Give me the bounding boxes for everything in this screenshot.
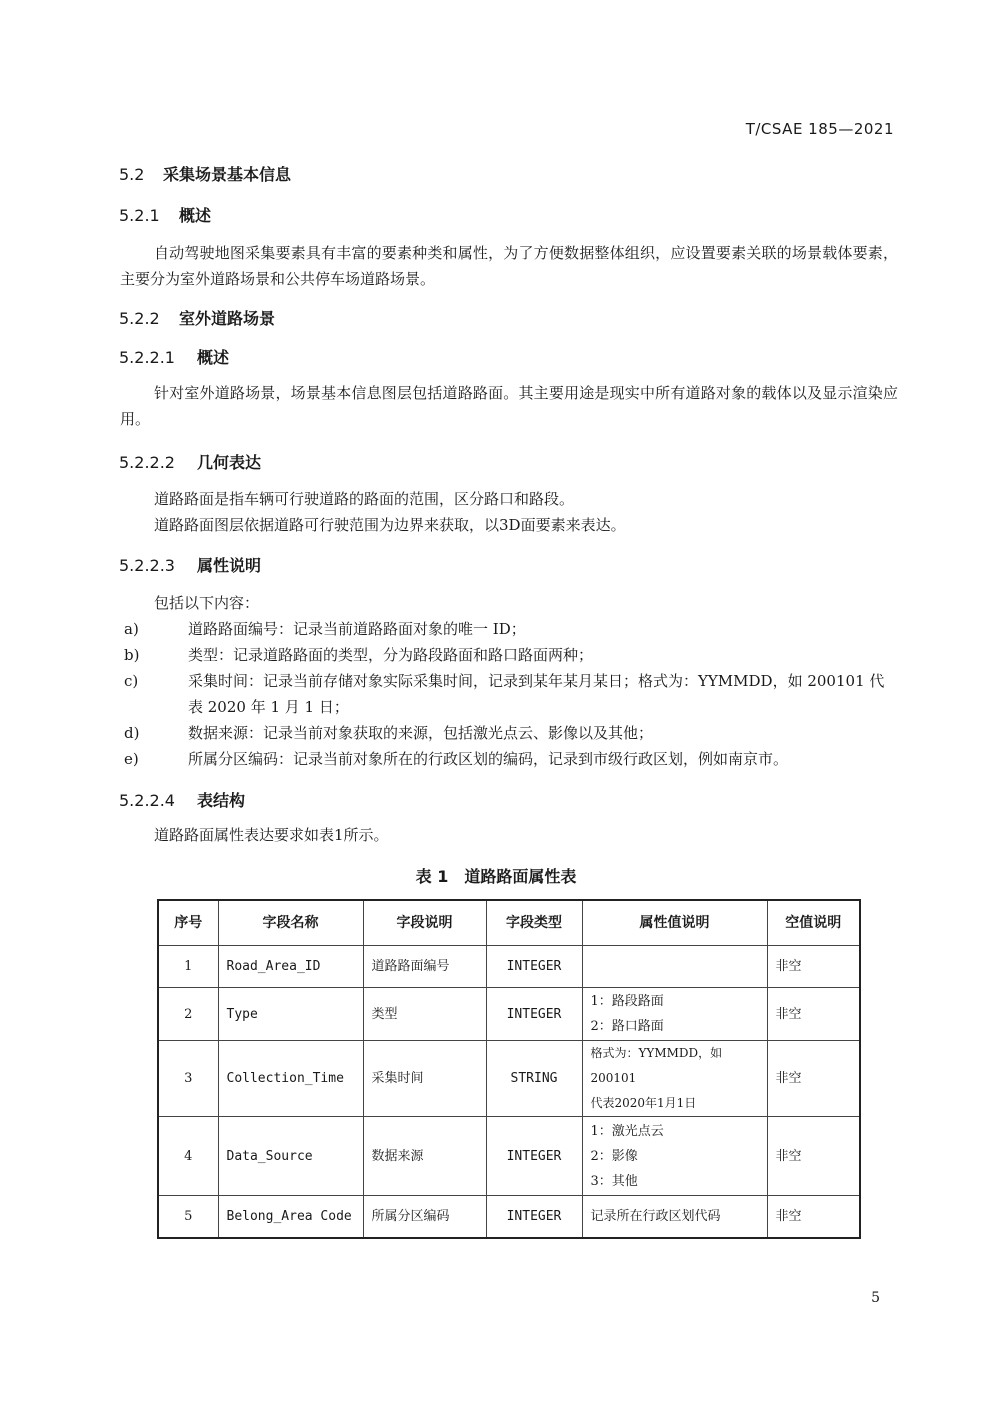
cell-field: Collection_Time (218, 1041, 363, 1117)
section-heading-5-2-2-1 (119, 345, 229, 368)
list-item (124, 616, 898, 642)
cell-nullable: 非空 (767, 988, 860, 1041)
list-text: 数据来源：记录当前对象获取的来源，包括激光点云、影像以及其他； (188, 724, 654, 742)
cell-no: 5 (158, 1196, 218, 1238)
section-number: 5.2.1 (119, 206, 160, 225)
section-heading-5-2-1 (119, 203, 211, 226)
cell-type: INTEGER (486, 988, 582, 1041)
value-line: 1：激光点云 (590, 1123, 664, 1139)
header-cell: 空值说明 (767, 900, 860, 946)
section-number: 5.2.2.4 (119, 791, 175, 810)
table-intro: 道路路面属性表达要求如表1所示。 (154, 826, 389, 844)
cell-no: 3 (158, 1041, 218, 1117)
cell-values (582, 1041, 767, 1117)
header-cell: 字段名称 (218, 900, 363, 946)
cell-values (582, 946, 767, 988)
list-item (124, 720, 898, 746)
attribute-table (157, 899, 861, 1239)
cell-field: Data_Source (218, 1117, 363, 1196)
cell-no: 1 (158, 946, 218, 988)
section-title: 几何表达 (197, 453, 262, 472)
list-marker: c) (124, 672, 139, 690)
geometry-line-2: 道路路面图层依据道路可行驶范围为边界来获取，以3D面要素来表达。 (154, 516, 626, 534)
table-row (158, 946, 860, 988)
cell-values (582, 1117, 767, 1196)
section-title: 概述 (197, 348, 230, 367)
cell-field: Belong_Area Code (218, 1196, 363, 1238)
cell-nullable: 非空 (767, 946, 860, 988)
section-heading-5-2-2-4 (119, 788, 245, 811)
value-line: 格式为：YYMMDD，如200101 (590, 1046, 723, 1085)
table-row (158, 1117, 860, 1196)
paragraph-5-2-1: 自动驾驶地图采集要素具有丰富的要素种类和属性，为了方便数据整体组织，应设置要素关联的场景载体要素，主要分为室外道路场景和公共停车场道路场景。 (120, 244, 898, 288)
table-row (158, 988, 860, 1041)
list-text: 类型：记录道路路面的类型，分为路段路面和路口路面两种； (188, 646, 594, 664)
list-marker: d) (124, 724, 140, 742)
section-title: 表结构 (197, 791, 246, 810)
section-heading-5-2-2 (119, 306, 275, 329)
table-row (158, 1041, 860, 1117)
cell-desc: 所属分区编码 (363, 1196, 486, 1238)
cell-type: INTEGER (486, 1196, 582, 1238)
list-item (124, 668, 898, 720)
cell-values (582, 1196, 767, 1238)
cell-nullable: 非空 (767, 1117, 860, 1196)
cell-desc: 类型 (363, 988, 486, 1041)
attribute-intro: 包括以下内容： (154, 594, 260, 612)
cell-type: INTEGER (486, 946, 582, 988)
header-cell: 属性值说明 (582, 900, 767, 946)
cell-no: 4 (158, 1117, 218, 1196)
table-caption: 表 1 道路路面属性表 (415, 867, 577, 886)
cell-nullable: 非空 (767, 1196, 860, 1238)
value-line: 2：影像 (590, 1148, 638, 1164)
cell-type: STRING (486, 1041, 582, 1117)
cell-values (582, 988, 767, 1041)
cell-no: 2 (158, 988, 218, 1041)
cell-field: Road_Area_ID (218, 946, 363, 988)
header-cell: 序号 (158, 900, 218, 946)
geometry-line-1: 道路路面是指车辆可行驶道路的路面的范围，区分路口和路段。 (154, 490, 575, 508)
header-cell: 字段类型 (486, 900, 582, 946)
section-number: 5.2.2.3 (119, 556, 175, 575)
section-title: 属性说明 (197, 556, 262, 575)
section-title: 采集场景基本信息 (163, 165, 292, 184)
list-marker: b) (124, 646, 140, 664)
standard-number: T/CSAE 185—2021 (745, 120, 894, 138)
section-heading-5-2-2-3 (119, 553, 261, 576)
cell-desc: 采集时间 (363, 1041, 486, 1117)
page-number: 5 (871, 1290, 880, 1306)
table-header-row (158, 900, 860, 946)
list-item (124, 642, 898, 668)
list-text: 采集时间：记录当前存储对象实际采集时间，记录到某年某月某日；格式为：YYMMDD，如 200101 代表 2020 年 1 月 1 日； (188, 672, 885, 716)
value-line: 2：路口路面 (590, 1019, 664, 1034)
cell-field: Type (218, 988, 363, 1041)
section-heading-5-2-2-2 (119, 450, 261, 473)
list-item (124, 746, 898, 772)
list-marker: e) (124, 750, 139, 768)
section-title: 室外道路场景 (179, 309, 276, 328)
section-number: 5.2.2.2 (119, 453, 175, 472)
paragraph-5-2-2-1: 针对室外道路场景，场景基本信息图层包括道路路面。其主要用途是现实中所有道路对象的载体以及显示渲染应用。 (120, 384, 898, 428)
table-row (158, 1196, 860, 1238)
section-number: 5.2 (119, 165, 145, 184)
header-cell: 字段说明 (363, 900, 486, 946)
value-line: 1：路段路面 (590, 994, 664, 1009)
cell-nullable: 非空 (767, 1041, 860, 1117)
section-title: 概述 (179, 206, 212, 225)
list-text: 道路路面编号：记录当前道路路面对象的唯一 ID； (188, 620, 526, 638)
section-number: 5.2.2 (119, 309, 160, 328)
cell-desc: 数据来源 (363, 1117, 486, 1196)
section-number: 5.2.2.1 (119, 348, 175, 367)
section-heading-5-2 (119, 162, 291, 185)
cell-type: INTEGER (486, 1117, 582, 1196)
value-line: 记录所在行政区划代码 (590, 1208, 721, 1224)
list-text: 所属分区编码：记录当前对象所在的行政区划的编码，记录到市级行政区划，例如南京市。 (188, 750, 789, 768)
value-line: 代表2020年1月1日 (590, 1096, 697, 1110)
value-line: 3：其他 (590, 1173, 638, 1189)
list-marker: a) (124, 620, 139, 638)
cell-desc: 道路路面编号 (363, 946, 486, 988)
